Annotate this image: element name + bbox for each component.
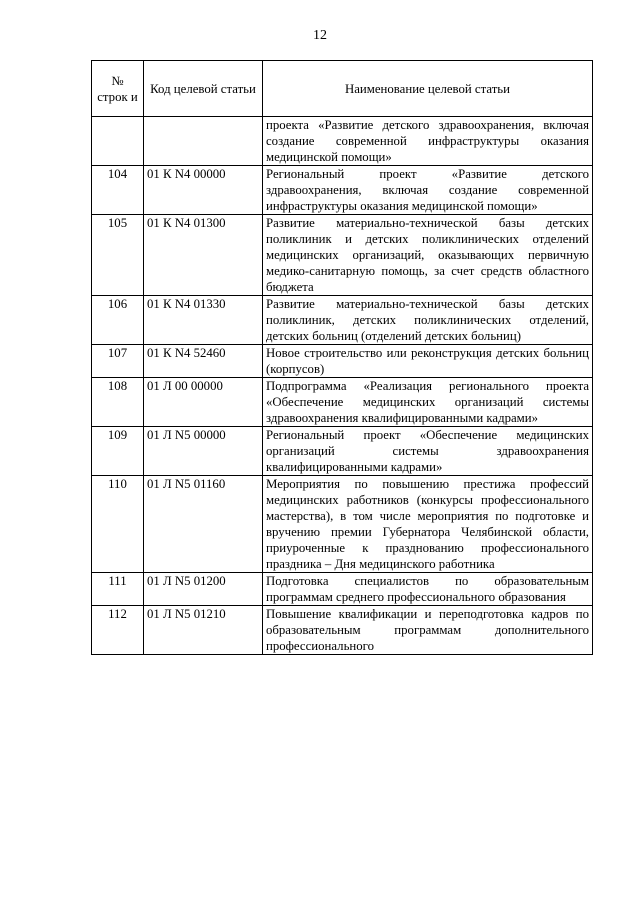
row-code: 01 К N4 52460 [144, 345, 263, 378]
row-code: 01 Л 00 00000 [144, 378, 263, 427]
header-row-number: № строк и [92, 61, 144, 117]
row-code: 01 К N4 00000 [144, 166, 263, 215]
row-code: 01 Л N5 01200 [144, 573, 263, 606]
row-code [144, 117, 263, 166]
row-code: 01 Л N5 01160 [144, 476, 263, 573]
page-number: 12 [313, 28, 327, 43]
table-row [92, 476, 593, 573]
row-code: 01 Л N5 01210 [144, 606, 263, 655]
row-name: проекта «Развитие детского здравоохранения, включая создание современной инфраструктуры оказания медицинской помощи» [263, 117, 593, 166]
table-row [92, 296, 593, 345]
table-header-row [92, 61, 593, 117]
row-number: 110 [92, 476, 144, 573]
row-name: Повышение квалификации и переподготовка кадров по образовательным программам дополнительного профессионального [263, 606, 593, 655]
row-code: 01 Л N5 00000 [144, 427, 263, 476]
row-name: Подготовка специалистов по образовательным программам среднего профессионального образования [263, 573, 593, 606]
table-row [92, 345, 593, 378]
table-row [92, 378, 593, 427]
table-row [92, 573, 593, 606]
row-number: 108 [92, 378, 144, 427]
header-code: Код целевой статьи [144, 61, 263, 117]
row-code: 01 К N4 01330 [144, 296, 263, 345]
row-number: 104 [92, 166, 144, 215]
row-code: 01 К N4 01300 [144, 215, 263, 296]
table-row [92, 117, 593, 166]
row-name: Развитие материально-технической базы детских поликлиник, детских поликлинических отделений, детских больниц (отделений детских больниц) [263, 296, 593, 345]
row-name: Подпрограмма «Реализация регионального проекта «Обеспечение медицинских организаций системы здравоохранения квалифицированными кадрами» [263, 378, 593, 427]
row-number: 109 [92, 427, 144, 476]
header-name: Наименование целевой статьи [263, 61, 593, 117]
row-name: Региональный проект «Развитие детского здравоохранения, включая создание современной инфраструктуры оказания медицинской помощи» [263, 166, 593, 215]
row-name: Новое строительство или реконструкция детских больниц (корпусов) [263, 345, 593, 378]
row-name: Мероприятия по повышению престижа профессий медицинских работников (конкурсы профессионального мастерства), в том числе мероприятия по подготовке и вручению премии Губернатора Челябинской области, приуроченные к празднованию профессионального праздника – Дня медицинского работника [263, 476, 593, 573]
row-number: 107 [92, 345, 144, 378]
row-number: 106 [92, 296, 144, 345]
row-name: Развитие материально-технической базы детских поликлиник и детских поликлинических отделений медицинских организаций, оказывающих первичную медико-санитарную помощь, за счет средств областного бюджета [263, 215, 593, 296]
target-articles-table [91, 60, 593, 655]
row-number: 105 [92, 215, 144, 296]
row-number: 111 [92, 573, 144, 606]
table-row [92, 427, 593, 476]
row-number: 112 [92, 606, 144, 655]
row-name: Региональный проект «Обеспечение медицинских организаций системы здравоохранения квалифицированными кадрами» [263, 427, 593, 476]
table-row [92, 166, 593, 215]
table-row [92, 606, 593, 655]
row-number [92, 117, 144, 166]
table-row [92, 215, 593, 296]
